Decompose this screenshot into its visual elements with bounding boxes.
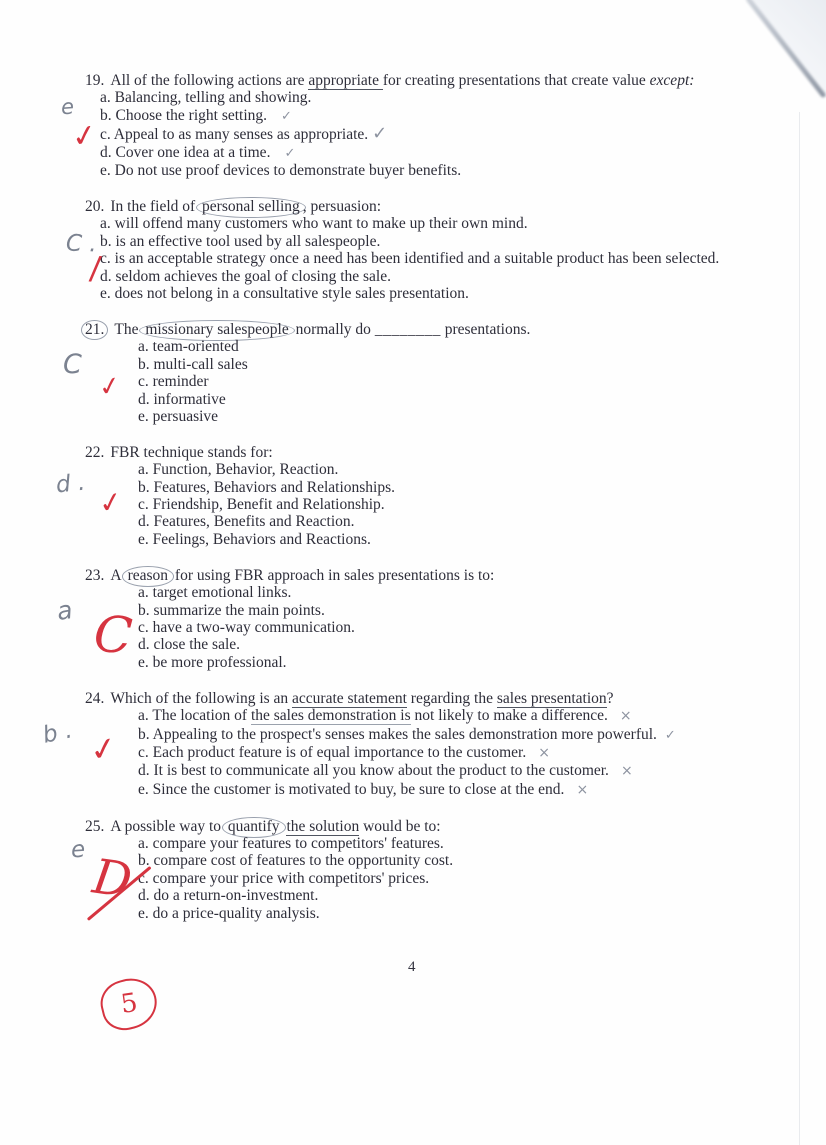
handwritten-letter-q19: e bbox=[60, 94, 75, 120]
page-number: 4 bbox=[408, 959, 416, 975]
option-label: d. bbox=[138, 513, 154, 531]
option-label: e. bbox=[100, 162, 115, 180]
option-label: d. bbox=[138, 762, 154, 780]
option-label: a. bbox=[100, 89, 115, 107]
option-text: Appeal to as many senses as appropriate. bbox=[113, 126, 369, 144]
pencil-cross-icon: × bbox=[620, 763, 633, 780]
option-label: e. bbox=[100, 284, 115, 302]
option-label: a. bbox=[138, 707, 153, 725]
option-text: Function, Behavior, Reaction. bbox=[152, 461, 339, 479]
option-label: b. bbox=[138, 601, 154, 619]
red-check-icon-q22: ✓ bbox=[96, 484, 126, 521]
option-text: not likely to make a difference. bbox=[410, 707, 608, 725]
question-number: 20. bbox=[85, 197, 105, 215]
option-label: d. bbox=[138, 636, 154, 654]
q24-option-e bbox=[85, 781, 826, 799]
pencil-check-icon: ✓ bbox=[372, 123, 388, 145]
stem-text: A possible way to bbox=[110, 817, 225, 835]
q22-option-a bbox=[85, 461, 826, 478]
circled-phrase: reason bbox=[122, 566, 174, 587]
q24-option-a bbox=[85, 707, 826, 725]
red-grade-letter-q23: C bbox=[92, 604, 135, 666]
option-text: is an acceptable strategy once a need has been identified and a suitable product has been selected. bbox=[114, 250, 720, 268]
option-label: b. bbox=[138, 725, 153, 743]
stem-text: In the field of bbox=[110, 197, 200, 215]
circled-phrase: personal selling bbox=[196, 197, 306, 218]
option-label: d. bbox=[100, 267, 116, 285]
questions-list bbox=[85, 72, 826, 941]
stem-text: A bbox=[110, 566, 125, 584]
red-grade-letter-q25: D bbox=[89, 848, 136, 910]
option-text: have a two-way communication. bbox=[152, 618, 355, 636]
option-text: compare your price with competitors' prices. bbox=[152, 869, 430, 887]
stem-text: for creating presentations that create value bbox=[382, 72, 650, 89]
stem-text: regarding the bbox=[406, 689, 497, 707]
stem-text: The bbox=[114, 320, 143, 338]
stem-text: presentations. bbox=[440, 320, 531, 338]
option-label: e. bbox=[138, 530, 153, 548]
option-text: Features, Behaviors and Relationships. bbox=[153, 478, 395, 496]
option-label: a. bbox=[138, 584, 153, 602]
option-label: c. bbox=[138, 743, 153, 761]
option-text: do a return-on-investment. bbox=[153, 887, 319, 905]
option-text: team-oriented bbox=[152, 338, 239, 356]
question-24 bbox=[85, 690, 826, 799]
q20-option-b bbox=[85, 233, 826, 250]
question-stem bbox=[85, 321, 826, 338]
question-number: 22. bbox=[85, 443, 105, 461]
handwritten-letter-q23: a bbox=[55, 595, 75, 626]
question-stem bbox=[85, 72, 826, 89]
option-text: Features, Benefits and Reaction. bbox=[153, 513, 355, 531]
option-text: Friendship, Benefit and Relationship. bbox=[152, 496, 385, 514]
q22-option-e bbox=[85, 531, 826, 548]
q19-option-b bbox=[85, 107, 826, 125]
option-label: b. bbox=[138, 355, 154, 373]
option-label: b. bbox=[138, 852, 154, 870]
q19-option-d bbox=[85, 144, 826, 162]
question-23 bbox=[85, 567, 826, 671]
option-text: Appealing to the prospect's senses makes the sales demonstration more powerful. bbox=[152, 725, 657, 743]
option-label: c. bbox=[100, 126, 114, 144]
stem-text: ? bbox=[606, 689, 614, 707]
stem-text: FBR technique stands for: bbox=[110, 443, 273, 461]
pencil-cross-icon: × bbox=[538, 744, 550, 761]
underlined-phrase: sales presentation bbox=[496, 689, 607, 707]
option-text: does not belong in a consultative style sales presentation. bbox=[114, 284, 469, 302]
q21-option-d bbox=[85, 391, 826, 408]
pencil-check-icon: ✓ bbox=[281, 108, 292, 124]
option-label: a. bbox=[138, 835, 153, 853]
option-text: The location of bbox=[152, 707, 251, 725]
handwritten-letter-q24: b . bbox=[40, 717, 75, 749]
question-stem bbox=[85, 444, 826, 461]
option-label: a. bbox=[100, 215, 115, 233]
option-text: Balancing, telling and showing. bbox=[114, 89, 312, 107]
option-label: e. bbox=[138, 407, 153, 425]
option-label: e. bbox=[138, 780, 153, 798]
stem-text: Which of the following is an bbox=[110, 689, 293, 707]
q24-option-d bbox=[85, 762, 826, 780]
q23-option-b bbox=[85, 602, 826, 619]
q22-option-c bbox=[85, 496, 826, 513]
handwritten-letter-q21: C bbox=[63, 349, 82, 380]
q23-option-e bbox=[85, 654, 826, 671]
pencil-check-icon: ✓ bbox=[664, 727, 676, 743]
option-text: persuasive bbox=[152, 407, 219, 425]
option-label: c. bbox=[100, 250, 115, 268]
option-text: Do not use proof devices to demonstrate buyer benefits. bbox=[114, 162, 462, 180]
option-label: b. bbox=[100, 232, 116, 250]
q20-option-c bbox=[85, 250, 826, 267]
option-label: d. bbox=[138, 887, 154, 905]
q19-option-c bbox=[85, 125, 826, 143]
option-label: a. bbox=[138, 461, 153, 479]
fill-in-blank: ________ bbox=[374, 320, 441, 338]
q25-option-e bbox=[85, 905, 826, 922]
stem-text: except: bbox=[649, 72, 695, 89]
red-check-icon-q19: ✓ bbox=[69, 117, 100, 156]
handwritten-letter-q20: C . bbox=[65, 230, 98, 258]
question-20 bbox=[85, 198, 826, 302]
option-label: c. bbox=[138, 618, 153, 636]
question-19 bbox=[85, 72, 826, 179]
q20-option-e bbox=[85, 285, 826, 302]
option-text: Choose the right setting. bbox=[115, 106, 268, 124]
q21-option-e bbox=[85, 408, 826, 425]
q25-option-d bbox=[85, 887, 826, 904]
option-label: c. bbox=[138, 869, 153, 887]
option-label: b. bbox=[100, 106, 116, 124]
q23-option-a bbox=[85, 584, 826, 601]
red-slash-icon-q20: / bbox=[88, 248, 103, 288]
q21-option-b bbox=[85, 356, 826, 373]
question-stem bbox=[85, 818, 826, 835]
underlined-phrase: the solution bbox=[286, 817, 360, 835]
option-label: e. bbox=[138, 653, 153, 671]
option-text: target emotional links. bbox=[152, 584, 292, 602]
question-number: 25. bbox=[85, 817, 105, 835]
stem-text: normally do bbox=[291, 320, 375, 338]
score-circle bbox=[96, 973, 162, 1035]
option-text: be more professional. bbox=[152, 653, 287, 671]
q21-option-c bbox=[85, 373, 826, 390]
red-check-icon-q24: ✓ bbox=[86, 727, 120, 771]
option-text: multi-call sales bbox=[153, 355, 248, 373]
question-stem bbox=[85, 567, 826, 584]
option-label: d. bbox=[100, 143, 116, 161]
question-stem bbox=[85, 690, 826, 707]
option-label: c. bbox=[138, 496, 153, 514]
option-text: It is best to communicate all you know about the product to the customer. bbox=[153, 762, 609, 780]
underlined-phrase: appropriate bbox=[308, 72, 383, 89]
q25-option-c bbox=[85, 870, 826, 887]
option-text: Feelings, Behaviors and Reactions. bbox=[152, 530, 371, 548]
q24-option-b bbox=[85, 726, 826, 744]
q20-option-a bbox=[85, 215, 826, 232]
q22-option-b bbox=[85, 479, 826, 496]
pencil-cross-icon: × bbox=[576, 781, 589, 798]
q24-option-c bbox=[85, 744, 826, 762]
stem-text: for using FBR approach in sales presentations is to: bbox=[171, 566, 495, 584]
underlined-phrase: the sales demonstration is bbox=[250, 707, 411, 725]
option-text: reminder bbox=[152, 373, 209, 391]
q25-option-b bbox=[85, 852, 826, 869]
q25-option-a bbox=[85, 835, 826, 852]
q21-option-a bbox=[85, 338, 826, 355]
question-stem bbox=[85, 198, 826, 215]
option-text: Cover one idea at a time. bbox=[115, 143, 271, 161]
option-text: compare cost of features to the opportunity cost. bbox=[153, 852, 454, 870]
option-text: informative bbox=[153, 390, 226, 408]
option-label: b. bbox=[138, 478, 154, 496]
handwritten-letter-q22: d . bbox=[54, 469, 87, 499]
red-check-icon-q21: ✓ bbox=[96, 370, 124, 404]
underlined-phrase: accurate statement bbox=[292, 689, 407, 707]
option-label: d. bbox=[138, 390, 154, 408]
q22-option-d bbox=[85, 513, 826, 530]
q19-option-a bbox=[85, 89, 826, 106]
handwritten-letter-q25: e bbox=[70, 836, 87, 864]
option-text: seldom achieves the goal of closing the sale. bbox=[115, 267, 391, 285]
pencil-check-icon: ✓ bbox=[284, 145, 296, 161]
question-25 bbox=[85, 818, 826, 922]
stem-text: would be to: bbox=[359, 817, 441, 835]
question-21 bbox=[85, 321, 826, 425]
question-number: 23. bbox=[85, 566, 105, 584]
option-label: e. bbox=[138, 904, 153, 922]
option-text: compare your features to competitors' features. bbox=[152, 835, 444, 853]
stem-text: , persuasion: bbox=[302, 197, 382, 215]
option-text: Since the customer is motivated to buy, be sure to close at the end. bbox=[152, 780, 565, 798]
question-22 bbox=[85, 444, 826, 548]
circled-phrase: missionary salespeople bbox=[139, 320, 294, 341]
option-text: is an effective tool used by all salespeople. bbox=[115, 232, 381, 250]
q20-option-d bbox=[85, 268, 826, 285]
option-label: c. bbox=[138, 373, 153, 391]
question-number: 24. bbox=[85, 689, 105, 707]
circled-phrase: quantify bbox=[222, 817, 286, 838]
option-text: close the sale. bbox=[153, 636, 241, 654]
option-text: summarize the main points. bbox=[153, 601, 325, 619]
option-text: Each product feature is of equal importance to the customer. bbox=[152, 743, 527, 761]
option-label: a. bbox=[138, 338, 153, 356]
option-text: do a price-quality analysis. bbox=[152, 904, 320, 922]
stem-text: All of the following actions are bbox=[110, 72, 309, 89]
q19-option-e bbox=[85, 162, 826, 179]
question-number: 21. bbox=[81, 320, 108, 340]
question-number: 19. bbox=[85, 72, 105, 89]
q23-option-d bbox=[85, 636, 826, 653]
q23-option-c bbox=[85, 619, 826, 636]
option-text: will offend many customers who want to make up their own mind. bbox=[114, 215, 528, 233]
score-value: 5 bbox=[118, 987, 140, 1021]
pencil-cross-icon: × bbox=[619, 708, 632, 725]
